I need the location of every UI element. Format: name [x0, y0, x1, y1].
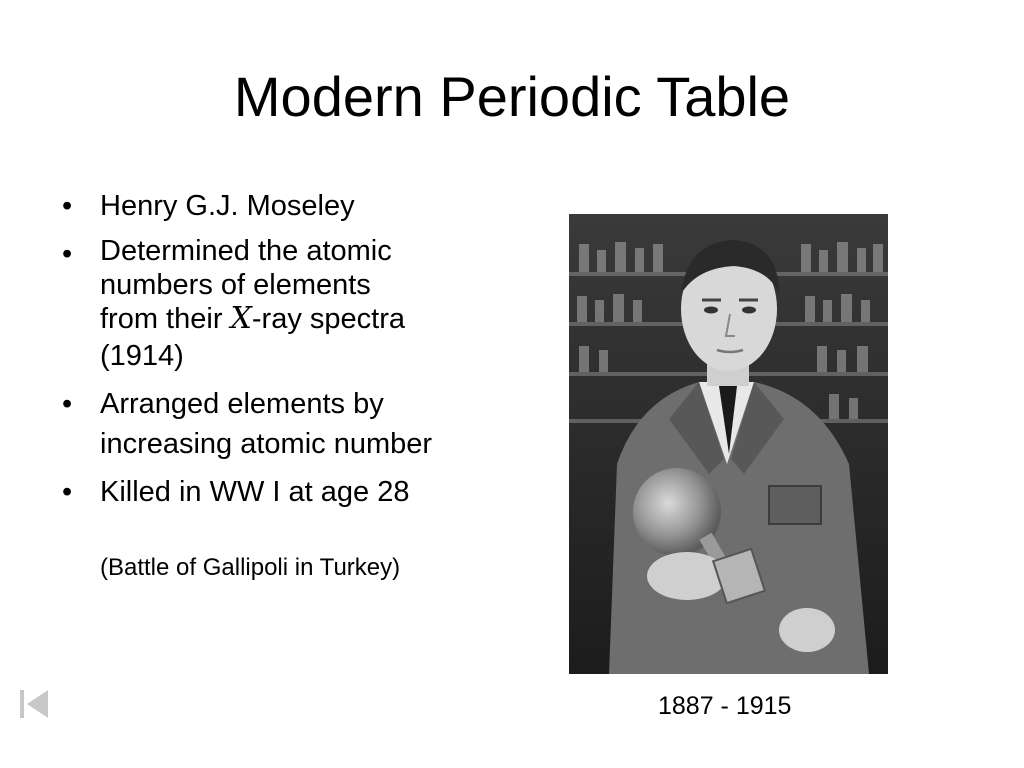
- first-slide-button[interactable]: [16, 686, 52, 722]
- bullet-marker: •: [62, 388, 73, 420]
- bullet-text: -ray spectra: [251, 303, 405, 335]
- bullet-item: [62, 384, 532, 464]
- sub-note: (Battle of Gallipoli in Turkey): [100, 554, 401, 581]
- bullet-list: [62, 186, 532, 512]
- x-symbol: X: [230, 301, 252, 336]
- bullet-text: Killed in WW I at age 28: [100, 476, 410, 508]
- bullet-item: [62, 234, 532, 376]
- bullet-text: (1914): [100, 340, 184, 372]
- bullet-text: numbers of elements: [100, 269, 371, 301]
- bullet-text: increasing atomic number: [100, 428, 433, 460]
- first-slide-icon: [16, 686, 52, 722]
- bullet-text: from their: [100, 303, 231, 335]
- bullet-marker: •: [62, 476, 73, 508]
- moseley-photo: [569, 214, 888, 674]
- bullet-item: [62, 186, 532, 226]
- bullet-text-line: [100, 302, 532, 336]
- slide-title: Modern Periodic Table: [233, 65, 791, 128]
- bullet-item: [62, 472, 532, 512]
- photo-caption: 1887 - 1915: [658, 692, 792, 720]
- bullet-text: Arranged elements by: [100, 388, 384, 420]
- bullet-text: Henry G.J. Moseley: [100, 190, 355, 222]
- bullet-marker: •: [62, 190, 73, 222]
- bullet-text: Determined the atomic: [100, 235, 392, 267]
- bullet-marker: •: [62, 238, 73, 270]
- portrait-illustration: [569, 214, 888, 674]
